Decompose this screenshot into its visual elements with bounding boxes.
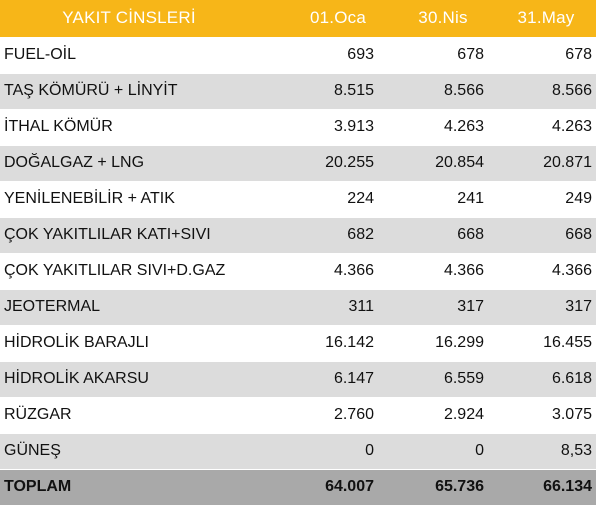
table-row (0, 145, 596, 181)
row-value-3: 678 (488, 37, 596, 73)
row-label: FUEL-OİL (0, 37, 258, 73)
row-label: GÜNEŞ (0, 433, 258, 469)
row-value-3: 317 (488, 289, 596, 325)
row-value-1: 8.515 (258, 73, 378, 109)
row-value-3: 8.566 (488, 73, 596, 109)
row-value-3: 249 (488, 181, 596, 217)
row-value-3: 16.455 (488, 325, 596, 361)
total-value-1: 64.007 (258, 469, 378, 505)
header-date-2: 30.Nis (418, 8, 468, 28)
row-value-3: 668 (488, 217, 596, 253)
row-value-3: 4.366 (488, 253, 596, 289)
total-row (0, 469, 596, 505)
table-row (0, 361, 596, 397)
row-label: ÇOK YAKITLILAR SIVI+D.GAZ (0, 253, 258, 289)
row-value-2: 20.854 (378, 145, 488, 181)
row-value-1: 693 (258, 37, 378, 73)
row-value-1: 20.255 (258, 145, 378, 181)
table-row (0, 37, 596, 73)
row-value-3: 3.075 (488, 397, 596, 433)
row-value-3: 6.618 (488, 361, 596, 397)
row-value-2: 6.559 (378, 361, 488, 397)
row-value-2: 16.299 (378, 325, 488, 361)
row-value-3: 20.871 (488, 145, 596, 181)
table-row (0, 73, 596, 109)
table-row (0, 289, 596, 325)
row-value-1: 6.147 (258, 361, 378, 397)
row-value-3: 8,53 (488, 433, 596, 469)
row-value-2: 668 (378, 217, 488, 253)
header-date-3: 31.May (517, 8, 575, 28)
row-label: YENİLENEBİLİR + ATIK (0, 181, 258, 217)
row-value-2: 4.366 (378, 253, 488, 289)
table-row (0, 109, 596, 145)
header-date-1: 01.Oca (309, 8, 366, 28)
row-value-1: 4.366 (258, 253, 378, 289)
total-value-3: 66.134 (488, 469, 596, 505)
row-value-2: 4.263 (378, 109, 488, 145)
row-label: İTHAL KÖMÜR (0, 109, 258, 145)
row-value-1: 2.760 (258, 397, 378, 433)
table-row (0, 181, 596, 217)
row-value-1: 224 (258, 181, 378, 217)
total-value-2: 65.736 (378, 469, 488, 505)
row-value-1: 311 (258, 289, 378, 325)
row-value-2: 8.566 (378, 73, 488, 109)
row-value-1: 16.142 (258, 325, 378, 361)
table-row (0, 397, 596, 433)
table-row (0, 253, 596, 289)
row-value-3: 4.263 (488, 109, 596, 145)
total-label: TOPLAM (0, 469, 258, 505)
row-value-2: 678 (378, 37, 488, 73)
row-label: DOĞALGAZ + LNG (0, 145, 258, 181)
row-label: RÜZGAR (0, 397, 258, 433)
row-value-2: 317 (378, 289, 488, 325)
row-value-1: 0 (258, 433, 378, 469)
table-row (0, 433, 596, 469)
row-value-2: 2.924 (378, 397, 488, 433)
table-row (0, 325, 596, 361)
row-label: JEOTERMAL (0, 289, 258, 325)
row-value-1: 682 (258, 217, 378, 253)
row-label: ÇOK YAKITLILAR KATI+SIVI (0, 217, 258, 253)
row-label: HİDROLİK AKARSU (0, 361, 258, 397)
row-value-2: 241 (378, 181, 488, 217)
row-label: HİDROLİK BARAJLI (0, 325, 258, 361)
header-fuel-types: YAKIT CİNSLERİ (62, 8, 196, 28)
row-value-1: 3.913 (258, 109, 378, 145)
table-header-row (0, 0, 596, 37)
row-value-2: 0 (378, 433, 488, 469)
table-row (0, 217, 596, 253)
row-label: TAŞ KÖMÜRÜ + LİNYİT (0, 73, 258, 109)
